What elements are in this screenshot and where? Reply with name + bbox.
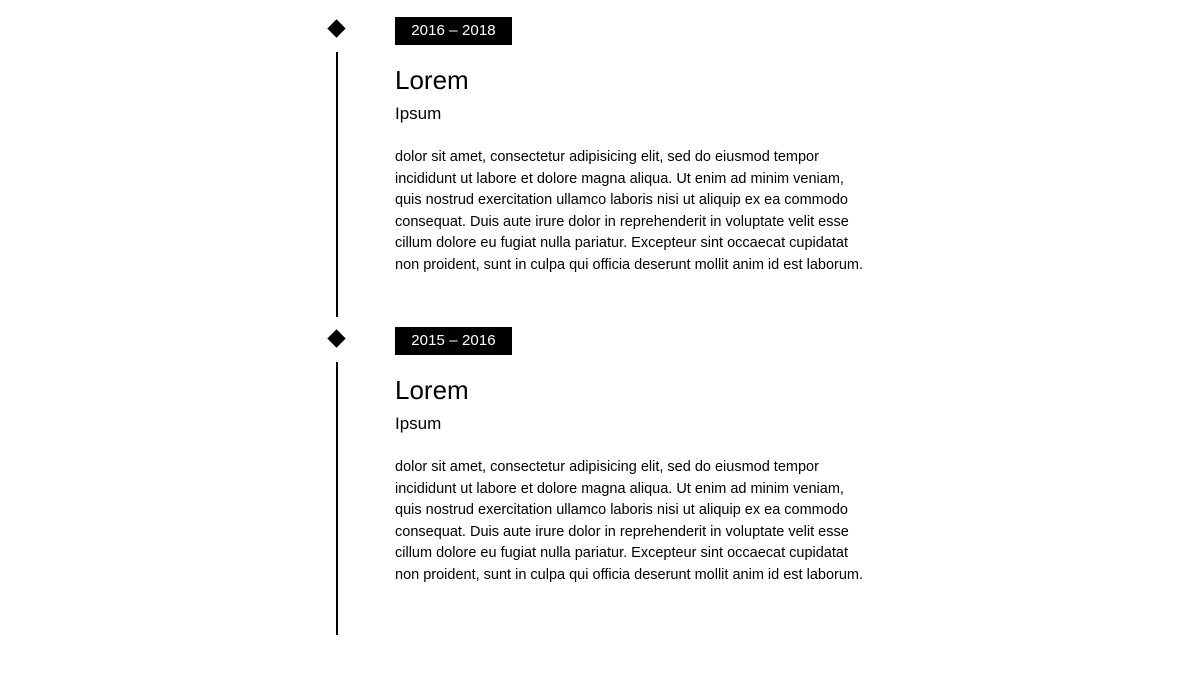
entry-description: dolor sit amet, consectetur adipisicing elit, sed do eiusmod tempor incididunt ut labore et dolore magna aliqua. Ut enim ad minim veniam, quis nostrud exercitation ullamco laboris nisi ut aliquip ex ea commodo consequat. Duis aute irure dolor in reprehenderit in voluptate velit esse cillum dolore eu fugiat nulla pariatur. Excepteur sint occaecat cupidatat non proident, sunt in culpa qui officia deserunt mollit anim id est laborum. xyxy=(395,459,864,583)
diamond-marker-icon xyxy=(327,19,345,37)
timeline-connector-line xyxy=(336,52,338,317)
entry-title: Lorem xyxy=(395,375,469,405)
entry-subtitle: Ipsum xyxy=(395,414,442,433)
entry-description: dolor sit amet, consectetur adipisicing elit, sed do eiusmod tempor incididunt ut labore et dolore magna aliqua. Ut enim ad minim veniam, quis nostrud exercitation ullamco laboris nisi ut aliquip ex ea commodo consequat. Duis aute irure dolor in reprehenderit in voluptate velit esse cillum dolore eu fugiat nulla pariatur. Excepteur sint occaecat cupidatat non proident, sunt in culpa qui officia deserunt mollit anim id est laborum. xyxy=(395,149,864,273)
date-range-badge: 2015 – 2016 xyxy=(395,327,512,355)
timeline-entry xyxy=(0,327,1200,635)
entry-title: Lorem xyxy=(395,65,469,95)
timeline-connector-line xyxy=(336,362,338,635)
entry-subtitle: Ipsum xyxy=(395,104,442,123)
timeline-entry xyxy=(0,17,1200,317)
diamond-marker-icon xyxy=(327,329,345,347)
date-range-badge: 2016 – 2018 xyxy=(395,17,512,45)
